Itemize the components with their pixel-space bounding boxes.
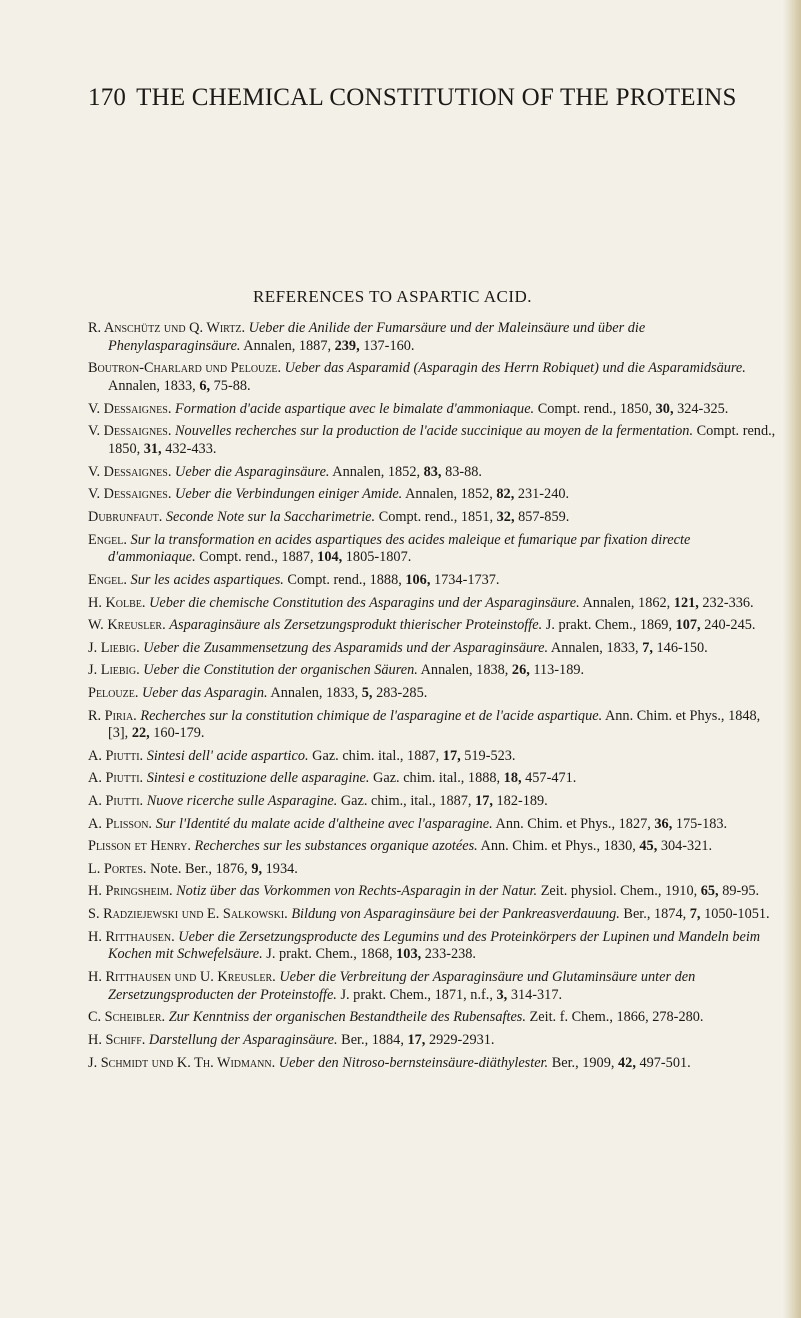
reference-title: Ueber die Zersetzungsproducte des Legumins und des Proteinkörpers der Lupinen und Mandeln beim Kochen mit Schwefelsäure. bbox=[108, 928, 761, 963]
reference-volume: 26, bbox=[511, 662, 530, 679]
reference-volume: 31, bbox=[143, 441, 162, 458]
reference-source: Gaz. chim. ital., 1887, bbox=[312, 747, 440, 764]
reference-title: Seconde Note sur la Saccharimetrie. bbox=[165, 508, 376, 525]
reference-volume: 9, bbox=[251, 860, 263, 877]
reference-author: H. Pringsheim. bbox=[88, 883, 173, 900]
reference-pages: 1934. bbox=[265, 860, 298, 877]
reference-author: V. Dessaignes. bbox=[88, 463, 172, 480]
reference-source: Annalen, 1833, bbox=[108, 378, 196, 395]
reference-author: Engel. bbox=[88, 571, 127, 588]
reference-author: H. Ritthausen. bbox=[88, 928, 175, 945]
reference-entry bbox=[88, 838, 778, 856]
reference-author: C. Scheibler. bbox=[88, 1009, 166, 1026]
page-number: 170 bbox=[88, 84, 127, 111]
reference-volume: 36, bbox=[654, 815, 673, 832]
reference-source: Compt. rend., 1887, bbox=[199, 549, 314, 566]
reference-title: Recherches sur la constitution chimique de l'asparagine et de l'acide aspartique. bbox=[140, 707, 603, 724]
reference-author: S. Radziejewski und E. Salkowski. bbox=[88, 906, 288, 923]
reference-pages: 231-240. bbox=[517, 486, 570, 503]
reference-pages: 304-321. bbox=[660, 838, 713, 855]
reference-title: Ueber das Asparamid (Asparagin des Herrn Robiquet) und die Asparamidsäure. bbox=[284, 360, 746, 377]
reference-pages: 146-150. bbox=[656, 639, 708, 656]
reference-pages: 233-238. bbox=[424, 946, 476, 963]
reference-author: V. Dessaignes. bbox=[88, 400, 172, 417]
reference-volume: 104, bbox=[317, 549, 343, 566]
reference-title: Asparaginsäure als Zersetzungsprodukt thierischer Proteinstoffe. bbox=[169, 617, 543, 634]
reference-title: Ueber die Constitution der organischen Säuren. bbox=[143, 662, 418, 679]
reference-volume: 22, bbox=[131, 725, 150, 742]
reference-source: Compt. rend., 1850, bbox=[108, 423, 776, 458]
reference-source: Ber., 1909, bbox=[551, 1054, 615, 1071]
reference-source: Ann. Chim. et Phys., 1830, bbox=[480, 838, 636, 855]
reference-pages: 432-433. bbox=[165, 441, 217, 458]
reference-title: Ueber die Zusammensetzung des Asparamids und der Asparaginsäure. bbox=[143, 639, 549, 656]
reference-source: Ann. Chim. et Phys., 1848, [3], bbox=[108, 707, 761, 742]
reference-volume: 82, bbox=[496, 486, 515, 503]
reference-source: Zeit. f. Chem., 1866, bbox=[529, 1009, 649, 1026]
reference-source: Zeit. physiol. Chem., 1910, bbox=[540, 883, 698, 900]
reference-entry bbox=[88, 770, 778, 788]
reference-title: Sur la transformation en acides aspartiques des acides maleique et fumarique par fixation directe d'ammoniaque. bbox=[108, 531, 691, 566]
reference-pages: 1805-1807. bbox=[345, 549, 412, 566]
reference-author: V. Dessaignes. bbox=[88, 486, 172, 503]
reference-pages: 278-280. bbox=[652, 1009, 704, 1026]
reference-author: R. Piria. bbox=[88, 707, 137, 724]
reference-author: W. Kreusler. bbox=[88, 617, 166, 634]
reference-source: Compt. rend., 1888, bbox=[287, 571, 402, 588]
reference-source: Ber., 1874, bbox=[623, 906, 687, 923]
reference-title: Nouvelles recherches sur la production de l'acide succinique au moyen de la fermentation. bbox=[175, 423, 694, 440]
reference-pages: 137-160. bbox=[363, 337, 415, 354]
reference-author: Engel. bbox=[88, 531, 127, 548]
reference-volume: 5, bbox=[361, 684, 373, 701]
reference-volume: 17, bbox=[442, 747, 461, 764]
reference-author: J. Schmidt und K. Th. Widmann. bbox=[88, 1054, 276, 1071]
reference-author: Pelouze. bbox=[88, 684, 139, 701]
reference-author: A. Piutti. bbox=[88, 747, 144, 764]
reference-author: A. Plisson. bbox=[88, 815, 153, 832]
reference-volume: 7, bbox=[642, 639, 653, 656]
reference-pages: 182-189. bbox=[496, 793, 548, 810]
reference-title: Darstellung der Asparaginsäure. bbox=[148, 1032, 338, 1049]
reference-pages: 497-501. bbox=[639, 1054, 691, 1071]
reference-author: Boutron-Charlard und Pelouze. bbox=[88, 360, 282, 377]
reference-pages: 457-471. bbox=[525, 770, 577, 787]
reference-entry bbox=[88, 617, 778, 635]
reference-pages: 160-179. bbox=[153, 725, 205, 742]
running-head bbox=[88, 84, 737, 112]
reference-volume: 7, bbox=[689, 906, 701, 923]
reference-source: Ber., 1884, bbox=[341, 1032, 404, 1049]
reference-pages: 2929-2931. bbox=[428, 1032, 495, 1049]
reference-entry bbox=[88, 423, 778, 459]
reference-entry bbox=[88, 401, 778, 419]
reference-source: Note. Ber., 1876, bbox=[150, 860, 248, 877]
reference-entry bbox=[88, 595, 778, 613]
running-title: THE CHEMICAL CONSTITUTION OF THE PROTEINS bbox=[136, 84, 737, 111]
reference-author: Dubrunfaut. bbox=[88, 508, 163, 525]
reference-title: Ueber die Verbindungen einiger Amide. bbox=[175, 486, 403, 503]
reference-title: Ueber die Anilide der Fumarsäure und der Maleinsäure und über die Phenylasparaginsäure. bbox=[108, 320, 646, 354]
reference-entry bbox=[88, 1009, 778, 1027]
reference-entry bbox=[88, 1055, 778, 1073]
reference-entry bbox=[88, 883, 778, 901]
reference-title: Sintesi dell' acide aspartico. bbox=[146, 747, 309, 764]
reference-source: Annalen, 1838, bbox=[420, 662, 509, 679]
reference-source: J. prakt. Chem., 1871, n.f., bbox=[340, 986, 493, 1003]
reference-entry bbox=[88, 320, 778, 356]
reference-author: J. Liebig. bbox=[88, 639, 140, 656]
reference-entry bbox=[88, 486, 778, 504]
reference-entry bbox=[88, 708, 778, 744]
reference-title: Notiz über das Vorkommen von Rechts-Asparagin in der Natur. bbox=[176, 883, 538, 900]
reference-entry bbox=[88, 906, 778, 924]
reference-entry bbox=[88, 861, 778, 879]
reference-volume: 6, bbox=[199, 378, 211, 395]
reference-entry bbox=[88, 969, 778, 1005]
reference-pages: 857-859. bbox=[518, 508, 570, 525]
reference-author: Plisson et Henry. bbox=[88, 838, 191, 855]
reference-volume: 42, bbox=[618, 1054, 636, 1071]
reference-title: Sur l'Identité du malate acide d'altheine avec l'asparagine. bbox=[155, 815, 493, 832]
reference-volume: 103, bbox=[396, 946, 422, 963]
reference-title: Sintesi e costituzione delle asparagine. bbox=[146, 770, 370, 787]
reference-pages: 175-183. bbox=[675, 815, 728, 832]
reference-pages: 324-325. bbox=[677, 400, 729, 417]
reference-pages: 83-88. bbox=[445, 463, 483, 480]
reference-author: R. Anschütz und Q. Wirtz. bbox=[88, 320, 246, 336]
reference-entry bbox=[88, 748, 778, 766]
reference-source: J. prakt. Chem., 1868, bbox=[266, 946, 393, 963]
reference-source: Annalen, 1887, bbox=[243, 337, 332, 354]
reference-entry bbox=[88, 509, 778, 527]
reference-entry bbox=[88, 929, 778, 965]
reference-title: Nuove ricerche sulle Asparagine. bbox=[146, 793, 338, 810]
reference-pages: 240-245. bbox=[704, 617, 756, 634]
reference-source: Gaz. chim., ital., 1887, bbox=[340, 793, 472, 810]
reference-pages: 232-336. bbox=[702, 594, 754, 611]
reference-title: Ueber die chemische Constitution des Asparagins und der Asparaginsäure. bbox=[149, 594, 580, 611]
reference-pages: 314-317. bbox=[510, 986, 563, 1003]
reference-source: Gaz. chim. ital., 1888, bbox=[373, 770, 501, 787]
reference-entry bbox=[88, 816, 778, 834]
reference-source: Compt. rend., 1851, bbox=[378, 508, 494, 525]
reference-title: Ueber das Asparagin. bbox=[141, 684, 268, 701]
reference-pages: 1050-1051. bbox=[704, 906, 770, 923]
reference-title: Formation d'acide aspartique avec le bimalate d'ammoniaque. bbox=[175, 400, 535, 417]
reference-volume: 65, bbox=[700, 883, 719, 900]
reference-entry bbox=[88, 572, 778, 590]
reference-volume: 30, bbox=[655, 400, 674, 417]
reference-volume: 45, bbox=[639, 838, 658, 855]
reference-volume: 83, bbox=[423, 463, 442, 480]
reference-author: A. Piutti. bbox=[88, 770, 144, 787]
reference-title: Sur les acides aspartiques. bbox=[130, 571, 284, 588]
reference-entry bbox=[88, 464, 778, 482]
reference-title: Bildung von Asparaginsäure bei der Pankreasverdauung. bbox=[291, 906, 620, 923]
reference-entry bbox=[88, 662, 778, 680]
reference-volume: 18, bbox=[503, 770, 522, 787]
reference-pages: 1734-1737. bbox=[433, 571, 500, 588]
reference-source: Ann. Chim. et Phys., 1827, bbox=[495, 815, 651, 832]
reference-entry bbox=[88, 640, 778, 658]
reference-entry bbox=[88, 532, 778, 568]
reference-title: Ueber den Nitroso-bernsteinsäure-diäthylester. bbox=[278, 1054, 549, 1071]
reference-pages: 75-88. bbox=[213, 378, 251, 395]
reference-source: Annalen, 1862, bbox=[582, 594, 671, 611]
reference-source: J. prakt. Chem., 1869, bbox=[545, 617, 673, 634]
reference-pages: 89-95. bbox=[722, 883, 760, 900]
reference-list bbox=[88, 320, 778, 1072]
reference-author: V. Dessaignes. bbox=[88, 423, 172, 440]
section-title: REFERENCES TO ASPARTIC ACID. bbox=[252, 287, 533, 306]
reference-pages: 113-189. bbox=[533, 662, 585, 679]
reference-author: H. Schiff. bbox=[88, 1032, 146, 1049]
reference-entry bbox=[88, 1032, 778, 1050]
reference-source: Annalen, 1833, bbox=[270, 684, 359, 701]
reference-title: Recherches sur les substances organique azotées. bbox=[194, 838, 478, 855]
reference-source: Compt. rend., 1850, bbox=[537, 400, 653, 417]
reference-volume: 17, bbox=[475, 793, 493, 810]
reference-author: L. Portes. bbox=[88, 860, 147, 877]
reference-author: A. Piutti. bbox=[88, 793, 144, 810]
reference-volume: 239, bbox=[334, 337, 360, 354]
reference-volume: 106, bbox=[405, 571, 431, 588]
reference-volume: 32, bbox=[496, 508, 515, 525]
reference-source: Annalen, 1833, bbox=[550, 639, 639, 656]
reference-author: J. Liebig. bbox=[88, 662, 140, 679]
reference-pages: 283-285. bbox=[376, 684, 428, 701]
reference-volume: 121, bbox=[673, 594, 699, 611]
reference-volume: 3, bbox=[496, 986, 508, 1003]
reference-pages: 519-523. bbox=[464, 747, 516, 764]
reference-author: H. Ritthausen und U. Kreusler. bbox=[88, 969, 276, 986]
page-edge bbox=[783, 0, 801, 1318]
reference-entry bbox=[88, 793, 778, 811]
reference-volume: 107, bbox=[675, 617, 701, 634]
reference-entry bbox=[88, 685, 778, 703]
reference-volume: 17, bbox=[407, 1032, 426, 1049]
reference-source: Annalen, 1852, bbox=[405, 486, 493, 503]
reference-title: Ueber die Asparaginsäure. bbox=[175, 463, 330, 480]
reference-source: Annalen, 1852, bbox=[332, 463, 421, 480]
reference-entry bbox=[88, 360, 778, 396]
reference-title: Ueber die Verbreitung der Asparaginsäure und Glutaminsäure unter den Zersetzungsproducten der Proteinstoffe. bbox=[108, 969, 696, 1003]
reference-title: Zur Kenntniss der organischen Bestandtheile des Rubensaftes. bbox=[168, 1009, 526, 1026]
reference-author: H. Kolbe. bbox=[88, 594, 146, 611]
